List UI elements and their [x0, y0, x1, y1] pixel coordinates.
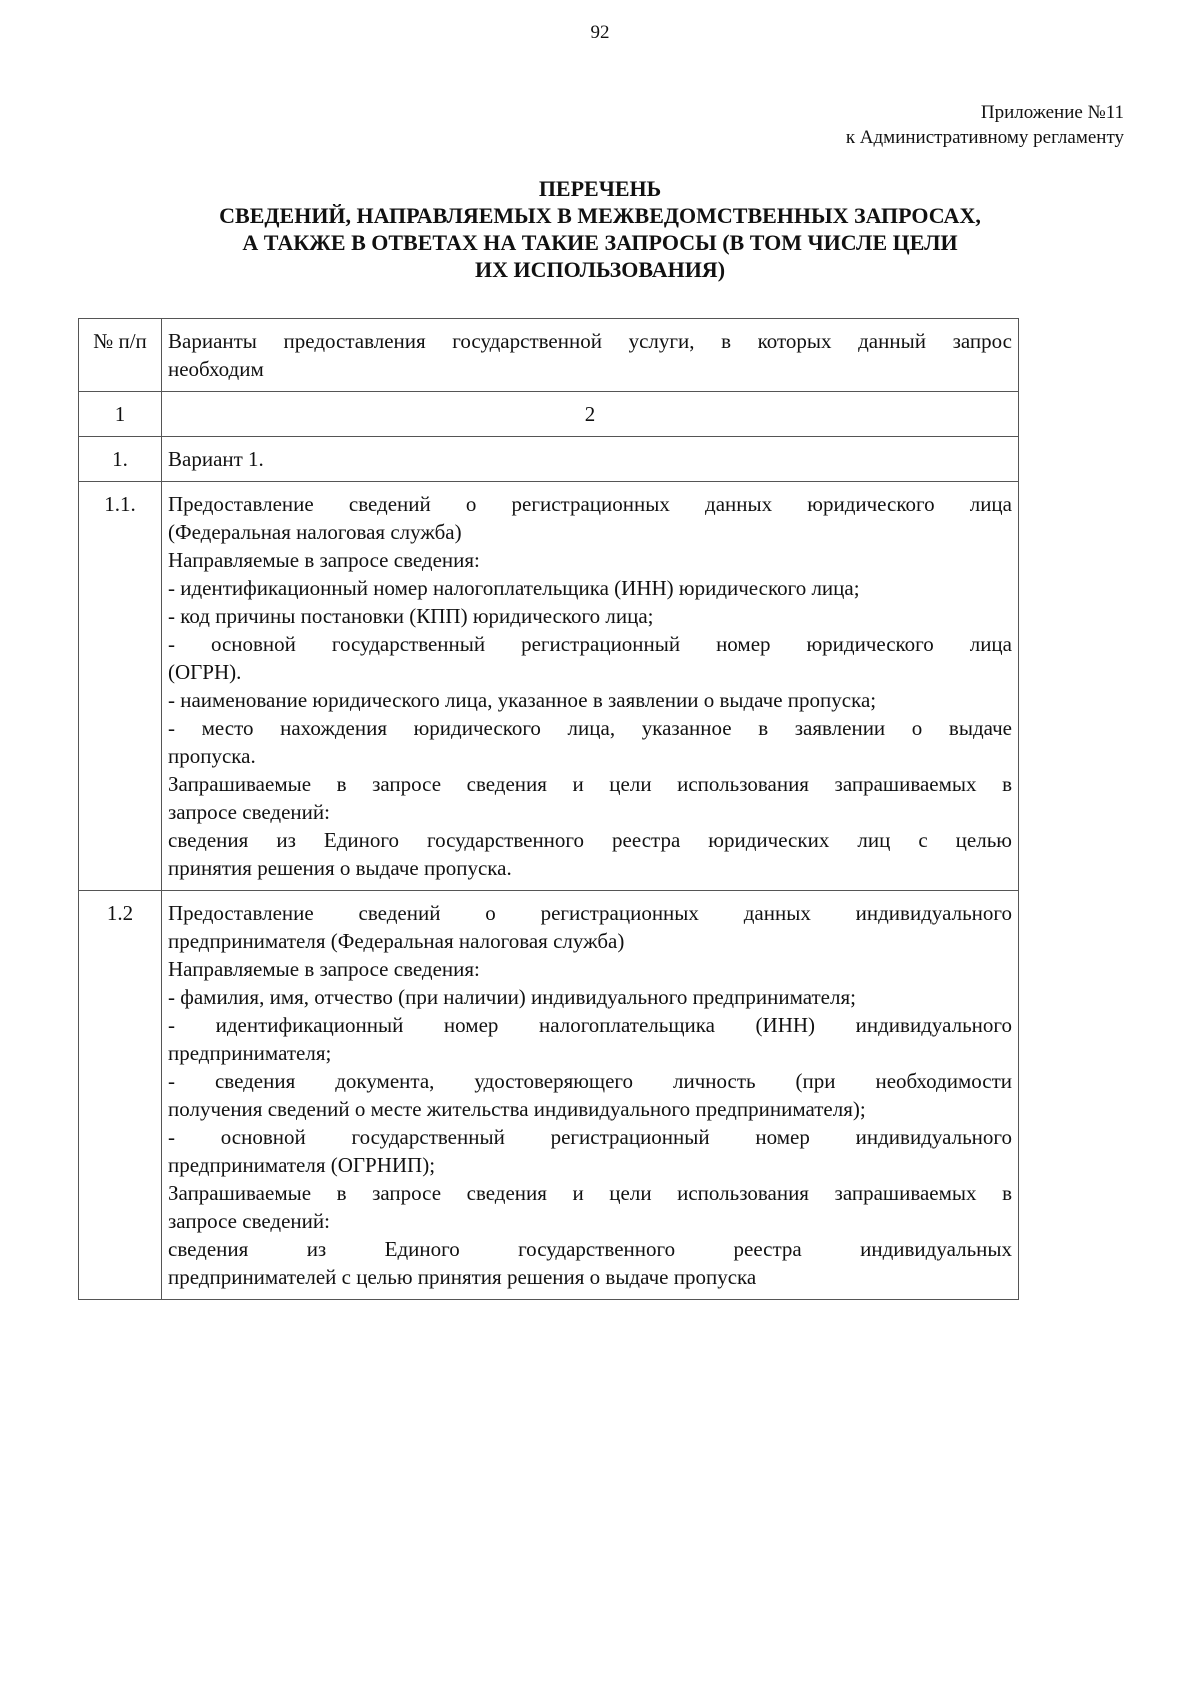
text-line: - фамилия, имя, отчество (при наличии) индивидуального предпринимателя; — [168, 985, 856, 1009]
row-content — [162, 482, 1019, 891]
text-line: Запрашиваемые в запросе сведения и цели использования запрашиваемых в — [168, 1181, 1012, 1205]
text-line: Направляемые в запросе сведения: — [168, 548, 480, 572]
text-line: запросе сведений: — [168, 1209, 330, 1233]
header-line-1: Варианты предоставления государственной услуги, в которых данный запрос — [168, 329, 1012, 353]
text-line: сведения из Единого государственного реестра индивидуальных — [168, 1237, 1012, 1261]
header-line-2: необходим — [168, 357, 264, 381]
title-line-1: ПЕРЕЧЕНЬ — [538, 176, 662, 201]
title-line-4: ИХ ИСПОЛЬЗОВАНИЯ) — [474, 257, 726, 282]
text-line: - код причины постановки (КПП) юридического лица; — [168, 604, 654, 628]
text-line: (ОГРН). — [168, 660, 242, 684]
index-cell-2: 2 — [162, 392, 1019, 437]
text-line: предпринимателя; — [168, 1041, 332, 1065]
text-line: принятия решения о выдаче пропуска. — [168, 856, 512, 880]
appendix-note — [846, 100, 1124, 150]
text-line: пропуска. — [168, 744, 256, 768]
text-line: получения сведений о месте жительства индивидуального предпринимателя); — [168, 1097, 866, 1121]
row-num: 1.2 — [79, 891, 162, 1300]
row-num: 1. — [79, 437, 162, 482]
text-line: - сведения документа, удостоверяющего личность (при необходимости — [168, 1069, 1012, 1093]
text-line: - идентификационный номер налогоплательщика (ИНН) юридического лица; — [168, 576, 860, 600]
requests-table — [78, 318, 1019, 1300]
text-line: - место нахождения юридического лица, указанное в заявлении о выдаче — [168, 716, 1012, 740]
text-line: предпринимателей с целью принятия решения о выдаче пропуска — [168, 1265, 757, 1289]
index-cell-1: 1 — [79, 392, 162, 437]
header-variants-cell — [162, 319, 1019, 392]
table-header-row — [79, 319, 1019, 392]
text-line: предпринимателя (Федеральная налоговая служба) — [168, 929, 625, 953]
appendix-line-2: к Административному регламенту — [845, 127, 1124, 148]
text-line: сведения из Единого государственного реестра юридических лиц с целью — [168, 828, 1012, 852]
document-title — [0, 175, 1200, 283]
text-line: - наименование юридического лица, указанное в заявлении о выдаче пропуска; — [168, 688, 877, 712]
text-line: Запрашиваемые в запросе сведения и цели использования запрашиваемых в — [168, 772, 1012, 796]
text-line: (Федеральная налоговая служба) — [168, 520, 462, 544]
row-content — [162, 891, 1019, 1300]
page-number: 92 — [590, 22, 610, 43]
text-line: Предоставление сведений о регистрационных данных индивидуального — [168, 901, 1012, 925]
table-row-variant-1 — [79, 437, 1019, 482]
title-line-2: СВЕДЕНИЙ, НАПРАВЛЯЕМЫХ В МЕЖВЕДОМСТВЕННЫХ ЗАПРОСАХ, — [219, 203, 981, 228]
header-num-cell: № п/п — [79, 319, 162, 392]
text-line: Направляемые в запросе сведения: — [168, 957, 480, 981]
row-num: 1.1. — [79, 482, 162, 891]
text-line: Предоставление сведений о регистрационных данных юридического лица — [168, 492, 1012, 516]
text-line: - основной государственный регистрационный номер юридического лица — [168, 632, 1012, 656]
text-line: - основной государственный регистрационный номер индивидуального — [168, 1125, 1012, 1149]
text-line: запросе сведений: — [168, 800, 330, 824]
row-text: Вариант 1. — [162, 437, 1019, 482]
table-index-row — [79, 392, 1019, 437]
table-row-1-2 — [79, 891, 1019, 1300]
text-line: предпринимателя (ОГРНИП); — [168, 1153, 436, 1177]
appendix-line-1: Приложение №11 — [980, 102, 1124, 123]
table-row-1-1 — [79, 482, 1019, 891]
text-line: - идентификационный номер налогоплательщика (ИНН) индивидуального — [168, 1013, 1012, 1037]
title-line-3: А ТАКЖЕ В ОТВЕТАХ НА ТАКИЕ ЗАПРОСЫ (В ТОМ ЧИСЛЕ ЦЕЛИ — [242, 230, 958, 255]
